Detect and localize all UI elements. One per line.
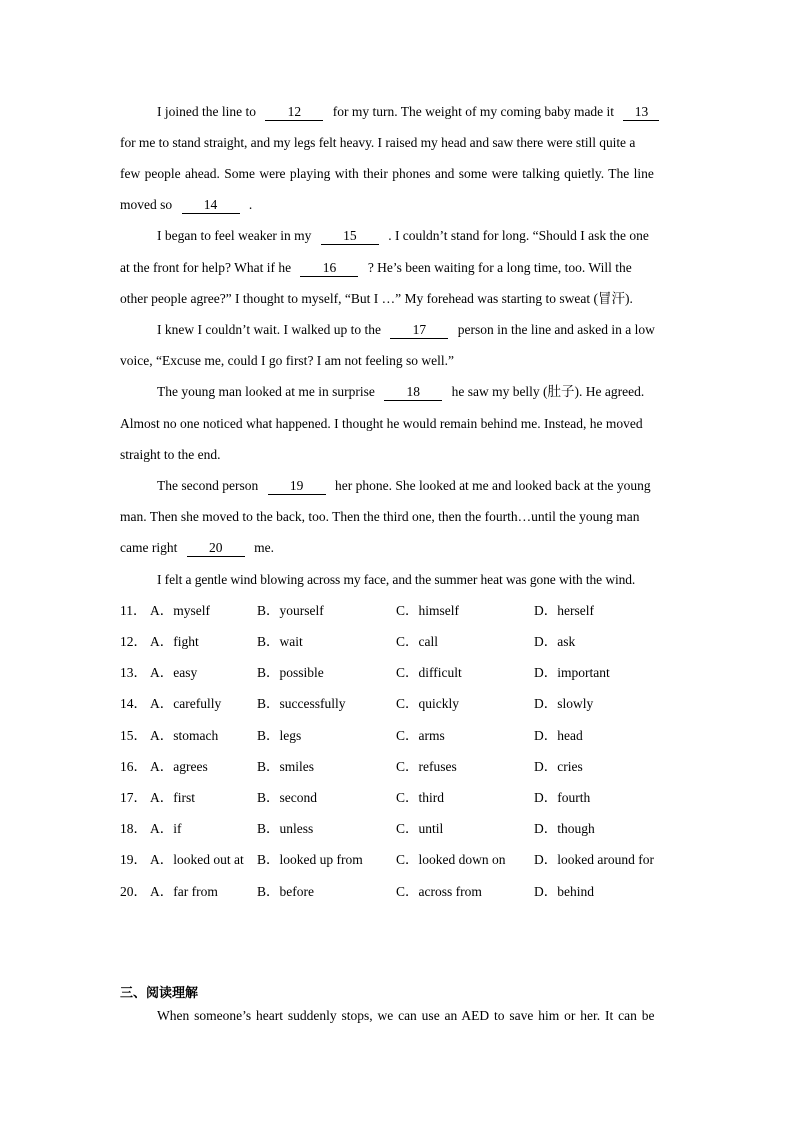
p3-line2: voice, “Excuse me, could I go first? I am not feeling so well.”: [120, 353, 455, 368]
option-c: C．refuses: [396, 759, 457, 774]
option-d: D．ask: [534, 634, 576, 649]
option-b: B．possible: [257, 665, 324, 680]
option-d: D．cries: [534, 759, 583, 774]
option-d: D．slowly: [534, 696, 594, 711]
option-a: A．easy: [150, 665, 198, 680]
option-d: D．herself: [534, 603, 594, 618]
p5-line3: [120, 538, 274, 558]
text: at the front for help? What if he: [120, 260, 292, 275]
question-number: 11．: [120, 603, 147, 618]
text: person in the line and asked in a low: [457, 322, 655, 337]
text: I knew I couldn’t wait. I walked up to the: [157, 322, 381, 337]
option-a: A．far from: [150, 884, 218, 899]
text: ? He’s been waiting for a long time, too. Will the: [367, 260, 632, 275]
p5-line2: man. Then she moved to the back, too. Then the third one, then the fourth…until the young man: [120, 509, 640, 524]
option-d: D．head: [534, 728, 583, 743]
blank-17: 17: [390, 322, 448, 339]
option-c: C．arms: [396, 728, 445, 743]
option-d: D．looked around for: [534, 852, 654, 867]
text: he saw my belly (肚子). He agreed.: [451, 384, 645, 399]
section3-line1: When someone’s heart suddenly stops, we can use an AED to save him or her. It can be: [157, 1008, 655, 1023]
text: moved so: [120, 197, 173, 212]
option-a: A．carefully: [150, 696, 222, 711]
option-c: C．himself: [396, 603, 459, 618]
option-a: A．looked out at: [150, 852, 244, 867]
text: her phone. She looked at me and looked back at the young: [334, 478, 651, 493]
option-c: C．quickly: [396, 696, 459, 711]
blank-18: 18: [384, 384, 442, 401]
question-number: 15．: [120, 728, 147, 743]
option-d: D．fourth: [534, 790, 591, 805]
p4-line2: Almost no one noticed what happened. I thought he would remain behind me. Instead, he moved: [120, 416, 643, 431]
option-b: B．unless: [257, 821, 314, 836]
option-b: B．successfully: [257, 696, 346, 711]
blank-15: 15: [321, 228, 379, 245]
option-c: C．call: [396, 634, 438, 649]
p2-line2: [120, 258, 632, 278]
text: me.: [254, 540, 274, 555]
blank-19: 19: [268, 478, 326, 495]
question-number: 13．: [120, 665, 147, 680]
option-c: C．across from: [396, 884, 482, 899]
option-b: B．legs: [257, 728, 302, 743]
option-a: A．stomach: [150, 728, 219, 743]
question-number: 14．: [120, 696, 147, 711]
text: The young man looked at me in surprise: [157, 384, 375, 399]
blank-12: 12: [265, 104, 323, 121]
blank-13: 13: [623, 104, 659, 121]
option-d: D．though: [534, 821, 595, 836]
text: . I couldn’t stand for long. “Should I ask the one: [388, 228, 649, 243]
option-a: A．myself: [150, 603, 210, 618]
option-a: A．if: [150, 821, 182, 836]
p2-line3: other people agree?” I thought to myself, “But I …” My forehead was starting to sweat (冒汗).: [120, 291, 633, 306]
question-number: 18．: [120, 821, 147, 836]
p1-line2: for me to stand straight, and my legs felt heavy. I raised my head and saw there were still quite a: [120, 135, 636, 150]
question-number: 17．: [120, 790, 147, 805]
option-d: D．behind: [534, 884, 594, 899]
text: The second person: [157, 478, 259, 493]
blank-14: 14: [182, 197, 240, 214]
question-number: 20．: [120, 884, 147, 899]
blank-20: 20: [187, 540, 245, 557]
option-b: B．looked up from: [257, 852, 363, 867]
text: for my turn. The weight of my coming baby made it: [332, 104, 615, 119]
p4-line1: [157, 382, 644, 402]
option-b: B．second: [257, 790, 317, 805]
text: came right: [120, 540, 178, 555]
option-b: B．smiles: [257, 759, 315, 774]
section-title: 三、阅读理解: [120, 986, 199, 1001]
p5-line1: [157, 476, 651, 496]
p4-line3: straight to the end.: [120, 447, 221, 462]
text: I began to feel weaker in my: [157, 228, 312, 243]
option-c: C．until: [396, 821, 444, 836]
question-number: 16．: [120, 759, 147, 774]
p3-line1: [157, 320, 655, 340]
p1-line1: [157, 102, 659, 122]
text: I joined the line to: [157, 104, 256, 119]
option-d: D．important: [534, 665, 610, 680]
option-c: C．difficult: [396, 665, 462, 680]
p1-line3: few people ahead. Some were playing with their phones and some were talking quietly. The line: [120, 166, 654, 181]
blank-16: 16: [300, 260, 358, 277]
option-a: A．agrees: [150, 759, 208, 774]
option-b: B．wait: [257, 634, 303, 649]
question-number: 12．: [120, 634, 147, 649]
p1-line4: [120, 195, 252, 215]
text: .: [248, 197, 253, 212]
option-a: A．first: [150, 790, 195, 805]
option-a: A．fight: [150, 634, 199, 649]
option-c: C．third: [396, 790, 445, 805]
p6-line1: I felt a gentle wind blowing across my face, and the summer heat was gone with the wind.: [157, 572, 636, 587]
p2-line1: [157, 226, 649, 246]
question-number: 19．: [120, 852, 147, 867]
option-c: C．looked down on: [396, 852, 506, 867]
option-b: B．before: [257, 884, 314, 899]
option-b: B．yourself: [257, 603, 324, 618]
